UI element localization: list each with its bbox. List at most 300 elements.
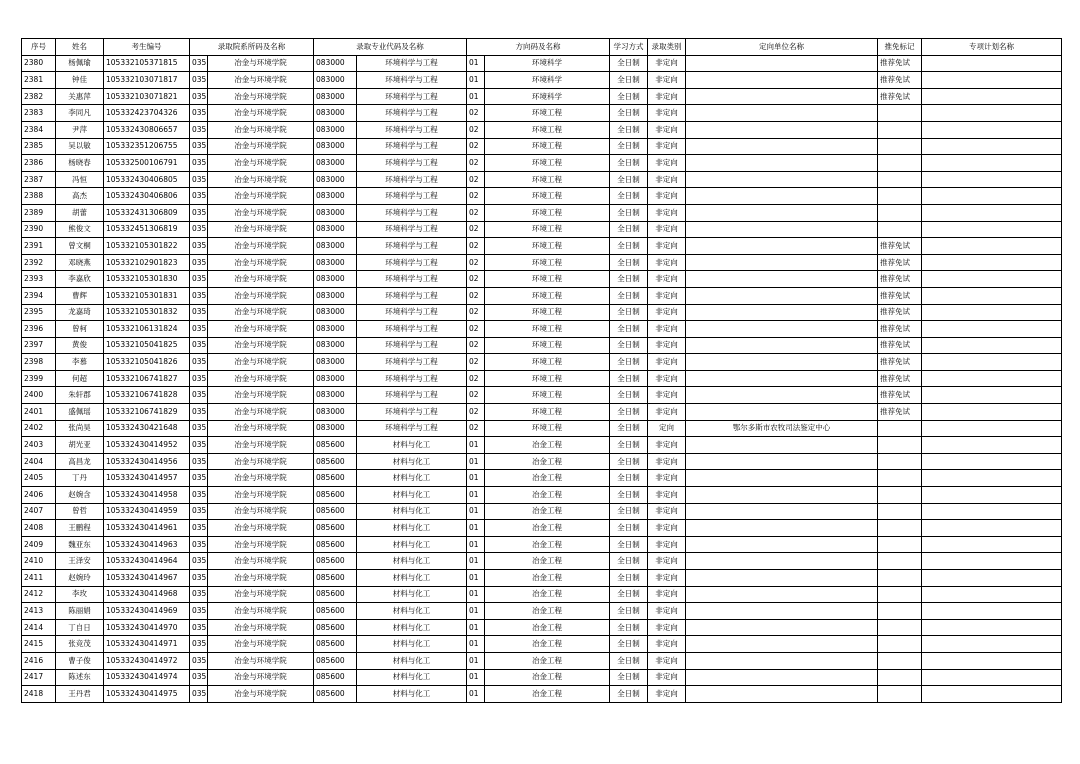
direction-code-cell: 01 xyxy=(467,586,485,603)
major-code-cell: 083000 xyxy=(314,254,357,271)
seq-cell: 2380 xyxy=(22,55,56,72)
dept-name-cell: 冶金与环境学院 xyxy=(208,254,314,271)
special-plan-cell xyxy=(922,88,1062,105)
exam-id-cell: 105332500106791 xyxy=(104,155,190,172)
study-mode-cell: 全日制 xyxy=(610,487,648,504)
special-plan-cell xyxy=(922,420,1062,437)
major-name-cell: 环境科学与工程 xyxy=(357,188,467,205)
major-name-cell: 环境科学与工程 xyxy=(357,138,467,155)
direction-code-cell: 02 xyxy=(467,304,485,321)
major-code-cell: 083000 xyxy=(314,370,357,387)
unit-cell xyxy=(686,321,878,338)
table-row xyxy=(22,105,1062,122)
direction-code-cell: 02 xyxy=(467,238,485,255)
table-row xyxy=(22,370,1062,387)
direction-code-cell: 02 xyxy=(467,337,485,354)
tuimian-cell xyxy=(878,171,922,188)
header-study-mode: 学习方式 xyxy=(610,39,648,56)
major-name-cell: 环境科学与工程 xyxy=(357,287,467,304)
tuimian-cell xyxy=(878,686,922,703)
direction-code-cell: 01 xyxy=(467,619,485,636)
major-code-cell: 083000 xyxy=(314,221,357,238)
dept-name-cell: 冶金与环境学院 xyxy=(208,536,314,553)
dept-name-cell: 冶金与环境学院 xyxy=(208,88,314,105)
exam-id-cell: 105332103071821 xyxy=(104,88,190,105)
name-cell: 高杰 xyxy=(56,188,104,205)
category-cell: 非定向 xyxy=(648,387,686,404)
exam-id-cell: 105332105371815 xyxy=(104,55,190,72)
tuimian-cell xyxy=(878,121,922,138)
table-row xyxy=(22,254,1062,271)
seq-cell: 2391 xyxy=(22,238,56,255)
dept-name-cell: 冶金与环境学院 xyxy=(208,204,314,221)
study-mode-cell: 全日制 xyxy=(610,470,648,487)
special-plan-cell xyxy=(922,553,1062,570)
unit-cell xyxy=(686,487,878,504)
direction-code-cell: 01 xyxy=(467,536,485,553)
name-cell: 王泽安 xyxy=(56,553,104,570)
major-code-cell: 083000 xyxy=(314,155,357,172)
seq-cell: 2400 xyxy=(22,387,56,404)
direction-name-cell: 环境工程 xyxy=(485,370,610,387)
name-cell: 魏亚东 xyxy=(56,536,104,553)
direction-code-cell: 02 xyxy=(467,321,485,338)
seq-cell: 2418 xyxy=(22,686,56,703)
major-code-cell: 085600 xyxy=(314,669,357,686)
direction-code-cell: 01 xyxy=(467,520,485,537)
table-row xyxy=(22,287,1062,304)
table-row xyxy=(22,437,1062,454)
unit-cell xyxy=(686,387,878,404)
exam-id-cell: 105332431306809 xyxy=(104,204,190,221)
major-name-cell: 环境科学与工程 xyxy=(357,221,467,238)
category-cell: 非定向 xyxy=(648,669,686,686)
name-cell: 曹子俊 xyxy=(56,652,104,669)
study-mode-cell: 全日制 xyxy=(610,586,648,603)
study-mode-cell: 全日制 xyxy=(610,453,648,470)
name-cell: 胡光亚 xyxy=(56,437,104,454)
unit-cell xyxy=(686,570,878,587)
tuimian-cell xyxy=(878,520,922,537)
tuimian-cell: 推荐免试 xyxy=(878,404,922,421)
direction-code-cell: 01 xyxy=(467,652,485,669)
direction-name-cell: 环境工程 xyxy=(485,387,610,404)
major-name-cell: 环境科学与工程 xyxy=(357,354,467,371)
major-code-cell: 083000 xyxy=(314,121,357,138)
unit-cell xyxy=(686,121,878,138)
dept-code-cell: 035 xyxy=(190,503,208,520)
category-cell: 非定向 xyxy=(648,254,686,271)
special-plan-cell xyxy=(922,586,1062,603)
dept-code-cell: 035 xyxy=(190,603,208,620)
major-name-cell: 材料与化工 xyxy=(357,453,467,470)
major-name-cell: 环境科学与工程 xyxy=(357,337,467,354)
dept-code-cell: 035 xyxy=(190,453,208,470)
major-code-cell: 083000 xyxy=(314,420,357,437)
special-plan-cell xyxy=(922,321,1062,338)
category-cell: 非定向 xyxy=(648,520,686,537)
name-cell: 陈丽娟 xyxy=(56,603,104,620)
direction-code-cell: 01 xyxy=(467,470,485,487)
name-cell: 熊俊文 xyxy=(56,221,104,238)
seq-cell: 2402 xyxy=(22,420,56,437)
exam-id-cell: 105332430414952 xyxy=(104,437,190,454)
tuimian-cell xyxy=(878,503,922,520)
category-cell: 非定向 xyxy=(648,105,686,122)
dept-name-cell: 冶金与环境学院 xyxy=(208,686,314,703)
tuimian-cell xyxy=(878,138,922,155)
category-cell: 非定向 xyxy=(648,370,686,387)
direction-code-cell: 01 xyxy=(467,72,485,89)
direction-code-cell: 02 xyxy=(467,138,485,155)
name-cell: 曹辉 xyxy=(56,287,104,304)
dept-name-cell: 冶金与环境学院 xyxy=(208,503,314,520)
unit-cell xyxy=(686,586,878,603)
major-code-cell: 083000 xyxy=(314,138,357,155)
major-code-cell: 085600 xyxy=(314,536,357,553)
exam-id-cell: 105332430406806 xyxy=(104,188,190,205)
name-cell: 李玫 xyxy=(56,586,104,603)
table-row xyxy=(22,387,1062,404)
dept-code-cell: 035 xyxy=(190,387,208,404)
tuimian-cell xyxy=(878,603,922,620)
study-mode-cell: 全日制 xyxy=(610,221,648,238)
study-mode-cell: 全日制 xyxy=(610,188,648,205)
major-name-cell: 环境科学与工程 xyxy=(357,420,467,437)
name-cell: 胡蕾 xyxy=(56,204,104,221)
direction-name-cell: 冶金工程 xyxy=(485,686,610,703)
dept-code-cell: 035 xyxy=(190,304,208,321)
unit-cell xyxy=(686,204,878,221)
study-mode-cell: 全日制 xyxy=(610,204,648,221)
seq-cell: 2416 xyxy=(22,652,56,669)
category-cell: 非定向 xyxy=(648,121,686,138)
study-mode-cell: 全日制 xyxy=(610,105,648,122)
exam-id-cell: 105332451306819 xyxy=(104,221,190,238)
major-code-cell: 083000 xyxy=(314,337,357,354)
unit-cell xyxy=(686,404,878,421)
name-cell: 张竞茂 xyxy=(56,636,104,653)
special-plan-cell xyxy=(922,155,1062,172)
seq-cell: 2409 xyxy=(22,536,56,553)
header-major: 录取专业代码及名称 xyxy=(314,39,467,56)
seq-cell: 2398 xyxy=(22,354,56,371)
name-cell: 李同凡 xyxy=(56,105,104,122)
seq-cell: 2406 xyxy=(22,487,56,504)
study-mode-cell: 全日制 xyxy=(610,321,648,338)
seq-cell: 2415 xyxy=(22,636,56,653)
direction-name-cell: 冶金工程 xyxy=(485,619,610,636)
major-name-cell: 环境科学与工程 xyxy=(357,72,467,89)
major-name-cell: 材料与化工 xyxy=(357,586,467,603)
exam-id-cell: 105332106741829 xyxy=(104,404,190,421)
dept-code-cell: 035 xyxy=(190,155,208,172)
category-cell: 非定向 xyxy=(648,437,686,454)
major-name-cell: 环境科学与工程 xyxy=(357,121,467,138)
name-cell: 高昌龙 xyxy=(56,453,104,470)
table-row xyxy=(22,354,1062,371)
direction-code-cell: 02 xyxy=(467,171,485,188)
major-name-cell: 环境科学与工程 xyxy=(357,88,467,105)
exam-id-cell: 105332106741828 xyxy=(104,387,190,404)
special-plan-cell xyxy=(922,619,1062,636)
special-plan-cell xyxy=(922,238,1062,255)
unit-cell xyxy=(686,619,878,636)
category-cell: 非定向 xyxy=(648,603,686,620)
direction-name-cell: 环境工程 xyxy=(485,271,610,288)
major-code-cell: 083000 xyxy=(314,105,357,122)
category-cell: 非定向 xyxy=(648,204,686,221)
dept-code-cell: 035 xyxy=(190,570,208,587)
study-mode-cell: 全日制 xyxy=(610,387,648,404)
seq-cell: 2397 xyxy=(22,337,56,354)
major-code-cell: 085600 xyxy=(314,570,357,587)
direction-name-cell: 环境工程 xyxy=(485,337,610,354)
exam-id-cell: 105332105041826 xyxy=(104,354,190,371)
special-plan-cell xyxy=(922,686,1062,703)
unit-cell xyxy=(686,155,878,172)
special-plan-cell xyxy=(922,138,1062,155)
seq-cell: 2387 xyxy=(22,171,56,188)
unit-cell xyxy=(686,669,878,686)
unit-cell xyxy=(686,470,878,487)
direction-code-cell: 02 xyxy=(467,121,485,138)
exam-id-cell: 105332430414972 xyxy=(104,652,190,669)
direction-name-cell: 环境工程 xyxy=(485,204,610,221)
special-plan-cell xyxy=(922,652,1062,669)
name-cell: 钟佳 xyxy=(56,72,104,89)
direction-code-cell: 02 xyxy=(467,188,485,205)
category-cell: 非定向 xyxy=(648,188,686,205)
direction-code-cell: 01 xyxy=(467,503,485,520)
major-name-cell: 材料与化工 xyxy=(357,636,467,653)
category-cell: 非定向 xyxy=(648,470,686,487)
major-code-cell: 085600 xyxy=(314,553,357,570)
unit-cell xyxy=(686,453,878,470)
table-row xyxy=(22,420,1062,437)
table-row xyxy=(22,553,1062,570)
name-cell: 赵婉含 xyxy=(56,487,104,504)
study-mode-cell: 全日制 xyxy=(610,271,648,288)
major-code-cell: 083000 xyxy=(314,238,357,255)
table-row xyxy=(22,570,1062,587)
direction-name-cell: 冶金工程 xyxy=(485,586,610,603)
study-mode-cell: 全日制 xyxy=(610,337,648,354)
direction-code-cell: 01 xyxy=(467,603,485,620)
special-plan-cell xyxy=(922,669,1062,686)
exam-id-cell: 105332102901823 xyxy=(104,254,190,271)
dept-code-cell: 035 xyxy=(190,420,208,437)
dept-code-cell: 035 xyxy=(190,287,208,304)
study-mode-cell: 全日制 xyxy=(610,238,648,255)
direction-name-cell: 冶金工程 xyxy=(485,453,610,470)
special-plan-cell xyxy=(922,487,1062,504)
tuimian-cell xyxy=(878,553,922,570)
exam-id-cell: 105332105301832 xyxy=(104,304,190,321)
direction-code-cell: 01 xyxy=(467,437,485,454)
dept-code-cell: 035 xyxy=(190,337,208,354)
special-plan-cell xyxy=(922,503,1062,520)
unit-cell xyxy=(686,105,878,122)
direction-name-cell: 环境工程 xyxy=(485,304,610,321)
special-plan-cell xyxy=(922,370,1062,387)
special-plan-cell xyxy=(922,470,1062,487)
study-mode-cell: 全日制 xyxy=(610,619,648,636)
special-plan-cell xyxy=(922,105,1062,122)
study-mode-cell: 全日制 xyxy=(610,420,648,437)
direction-name-cell: 环境工程 xyxy=(485,221,610,238)
exam-id-cell: 105332106741827 xyxy=(104,370,190,387)
category-cell: 非定向 xyxy=(648,321,686,338)
special-plan-cell xyxy=(922,221,1062,238)
unit-cell xyxy=(686,437,878,454)
dept-name-cell: 冶金与环境学院 xyxy=(208,553,314,570)
major-code-cell: 083000 xyxy=(314,72,357,89)
major-name-cell: 环境科学与工程 xyxy=(357,155,467,172)
unit-cell xyxy=(686,370,878,387)
tuimian-cell xyxy=(878,536,922,553)
dept-name-cell: 冶金与环境学院 xyxy=(208,55,314,72)
dept-code-cell: 035 xyxy=(190,553,208,570)
tuimian-cell xyxy=(878,204,922,221)
major-name-cell: 材料与化工 xyxy=(357,603,467,620)
exam-id-cell: 105332430414974 xyxy=(104,669,190,686)
exam-id-cell: 105332430421648 xyxy=(104,420,190,437)
unit-cell xyxy=(686,171,878,188)
major-code-cell: 083000 xyxy=(314,204,357,221)
major-code-cell: 085600 xyxy=(314,586,357,603)
dept-name-cell: 冶金与环境学院 xyxy=(208,221,314,238)
dept-name-cell: 冶金与环境学院 xyxy=(208,188,314,205)
major-name-cell: 环境科学与工程 xyxy=(357,404,467,421)
direction-name-cell: 环境工程 xyxy=(485,155,610,172)
table-row xyxy=(22,636,1062,653)
exam-id-cell: 105332430414975 xyxy=(104,686,190,703)
unit-cell xyxy=(686,304,878,321)
seq-cell: 2381 xyxy=(22,72,56,89)
direction-name-cell: 环境工程 xyxy=(485,138,610,155)
special-plan-cell xyxy=(922,204,1062,221)
unit-cell xyxy=(686,520,878,537)
table-row xyxy=(22,337,1062,354)
table-row xyxy=(22,487,1062,504)
major-code-cell: 085600 xyxy=(314,487,357,504)
table-row xyxy=(22,453,1062,470)
name-cell: 曾文桐 xyxy=(56,238,104,255)
special-plan-cell xyxy=(922,72,1062,89)
study-mode-cell: 全日制 xyxy=(610,404,648,421)
major-name-cell: 环境科学与工程 xyxy=(357,321,467,338)
category-cell: 非定向 xyxy=(648,404,686,421)
tuimian-cell xyxy=(878,470,922,487)
category-cell: 非定向 xyxy=(648,88,686,105)
seq-cell: 2389 xyxy=(22,204,56,221)
tuimian-cell: 推荐免试 xyxy=(878,387,922,404)
dept-code-cell: 035 xyxy=(190,487,208,504)
major-name-cell: 材料与化工 xyxy=(357,437,467,454)
exam-id-cell: 105332430414959 xyxy=(104,503,190,520)
exam-id-cell: 105332351206755 xyxy=(104,138,190,155)
dept-code-cell: 035 xyxy=(190,88,208,105)
dept-name-cell: 冶金与环境学院 xyxy=(208,420,314,437)
category-cell: 非定向 xyxy=(648,271,686,288)
table-row xyxy=(22,55,1062,72)
direction-name-cell: 环境工程 xyxy=(485,121,610,138)
name-cell: 李嘉欣 xyxy=(56,271,104,288)
seq-cell: 2411 xyxy=(22,570,56,587)
study-mode-cell: 全日制 xyxy=(610,171,648,188)
major-name-cell: 材料与化工 xyxy=(357,686,467,703)
category-cell: 非定向 xyxy=(648,287,686,304)
unit-cell xyxy=(686,652,878,669)
study-mode-cell: 全日制 xyxy=(610,72,648,89)
major-name-cell: 材料与化工 xyxy=(357,536,467,553)
unit-cell xyxy=(686,55,878,72)
direction-code-cell: 01 xyxy=(467,88,485,105)
study-mode-cell: 全日制 xyxy=(610,553,648,570)
dept-name-cell: 冶金与环境学院 xyxy=(208,337,314,354)
seq-cell: 2385 xyxy=(22,138,56,155)
study-mode-cell: 全日制 xyxy=(610,669,648,686)
admission-table xyxy=(21,38,1062,703)
table-row xyxy=(22,586,1062,603)
table-row xyxy=(22,652,1062,669)
name-cell: 王鹏程 xyxy=(56,520,104,537)
seq-cell: 2417 xyxy=(22,669,56,686)
special-plan-cell xyxy=(922,55,1062,72)
seq-cell: 2390 xyxy=(22,221,56,238)
name-cell: 曾哲 xyxy=(56,503,104,520)
major-code-cell: 085600 xyxy=(314,619,357,636)
study-mode-cell: 全日制 xyxy=(610,520,648,537)
header-category: 录取类别 xyxy=(648,39,686,56)
tuimian-cell xyxy=(878,437,922,454)
seq-cell: 2401 xyxy=(22,404,56,421)
direction-name-cell: 环境工程 xyxy=(485,254,610,271)
special-plan-cell xyxy=(922,121,1062,138)
exam-id-cell: 105332430414964 xyxy=(104,553,190,570)
dept-name-cell: 冶金与环境学院 xyxy=(208,619,314,636)
special-plan-cell xyxy=(922,271,1062,288)
study-mode-cell: 全日制 xyxy=(610,370,648,387)
major-code-cell: 085600 xyxy=(314,686,357,703)
major-name-cell: 材料与化工 xyxy=(357,619,467,636)
study-mode-cell: 全日制 xyxy=(610,254,648,271)
dept-code-cell: 035 xyxy=(190,105,208,122)
study-mode-cell: 全日制 xyxy=(610,570,648,587)
direction-code-cell: 02 xyxy=(467,370,485,387)
dept-code-cell: 035 xyxy=(190,55,208,72)
dept-code-cell: 035 xyxy=(190,536,208,553)
seq-cell: 2388 xyxy=(22,188,56,205)
direction-code-cell: 01 xyxy=(467,636,485,653)
exam-id-cell: 105332430414970 xyxy=(104,619,190,636)
table-row xyxy=(22,520,1062,537)
direction-name-cell: 环境工程 xyxy=(485,420,610,437)
dept-name-cell: 冶金与环境学院 xyxy=(208,437,314,454)
seq-cell: 2384 xyxy=(22,121,56,138)
dept-code-cell: 035 xyxy=(190,254,208,271)
unit-cell xyxy=(686,536,878,553)
name-cell: 何超 xyxy=(56,370,104,387)
seq-cell: 2394 xyxy=(22,287,56,304)
category-cell: 非定向 xyxy=(648,171,686,188)
tuimian-cell xyxy=(878,669,922,686)
category-cell: 非定向 xyxy=(648,652,686,669)
dept-code-cell: 035 xyxy=(190,188,208,205)
tuimian-cell: 推荐免试 xyxy=(878,304,922,321)
category-cell: 非定向 xyxy=(648,586,686,603)
